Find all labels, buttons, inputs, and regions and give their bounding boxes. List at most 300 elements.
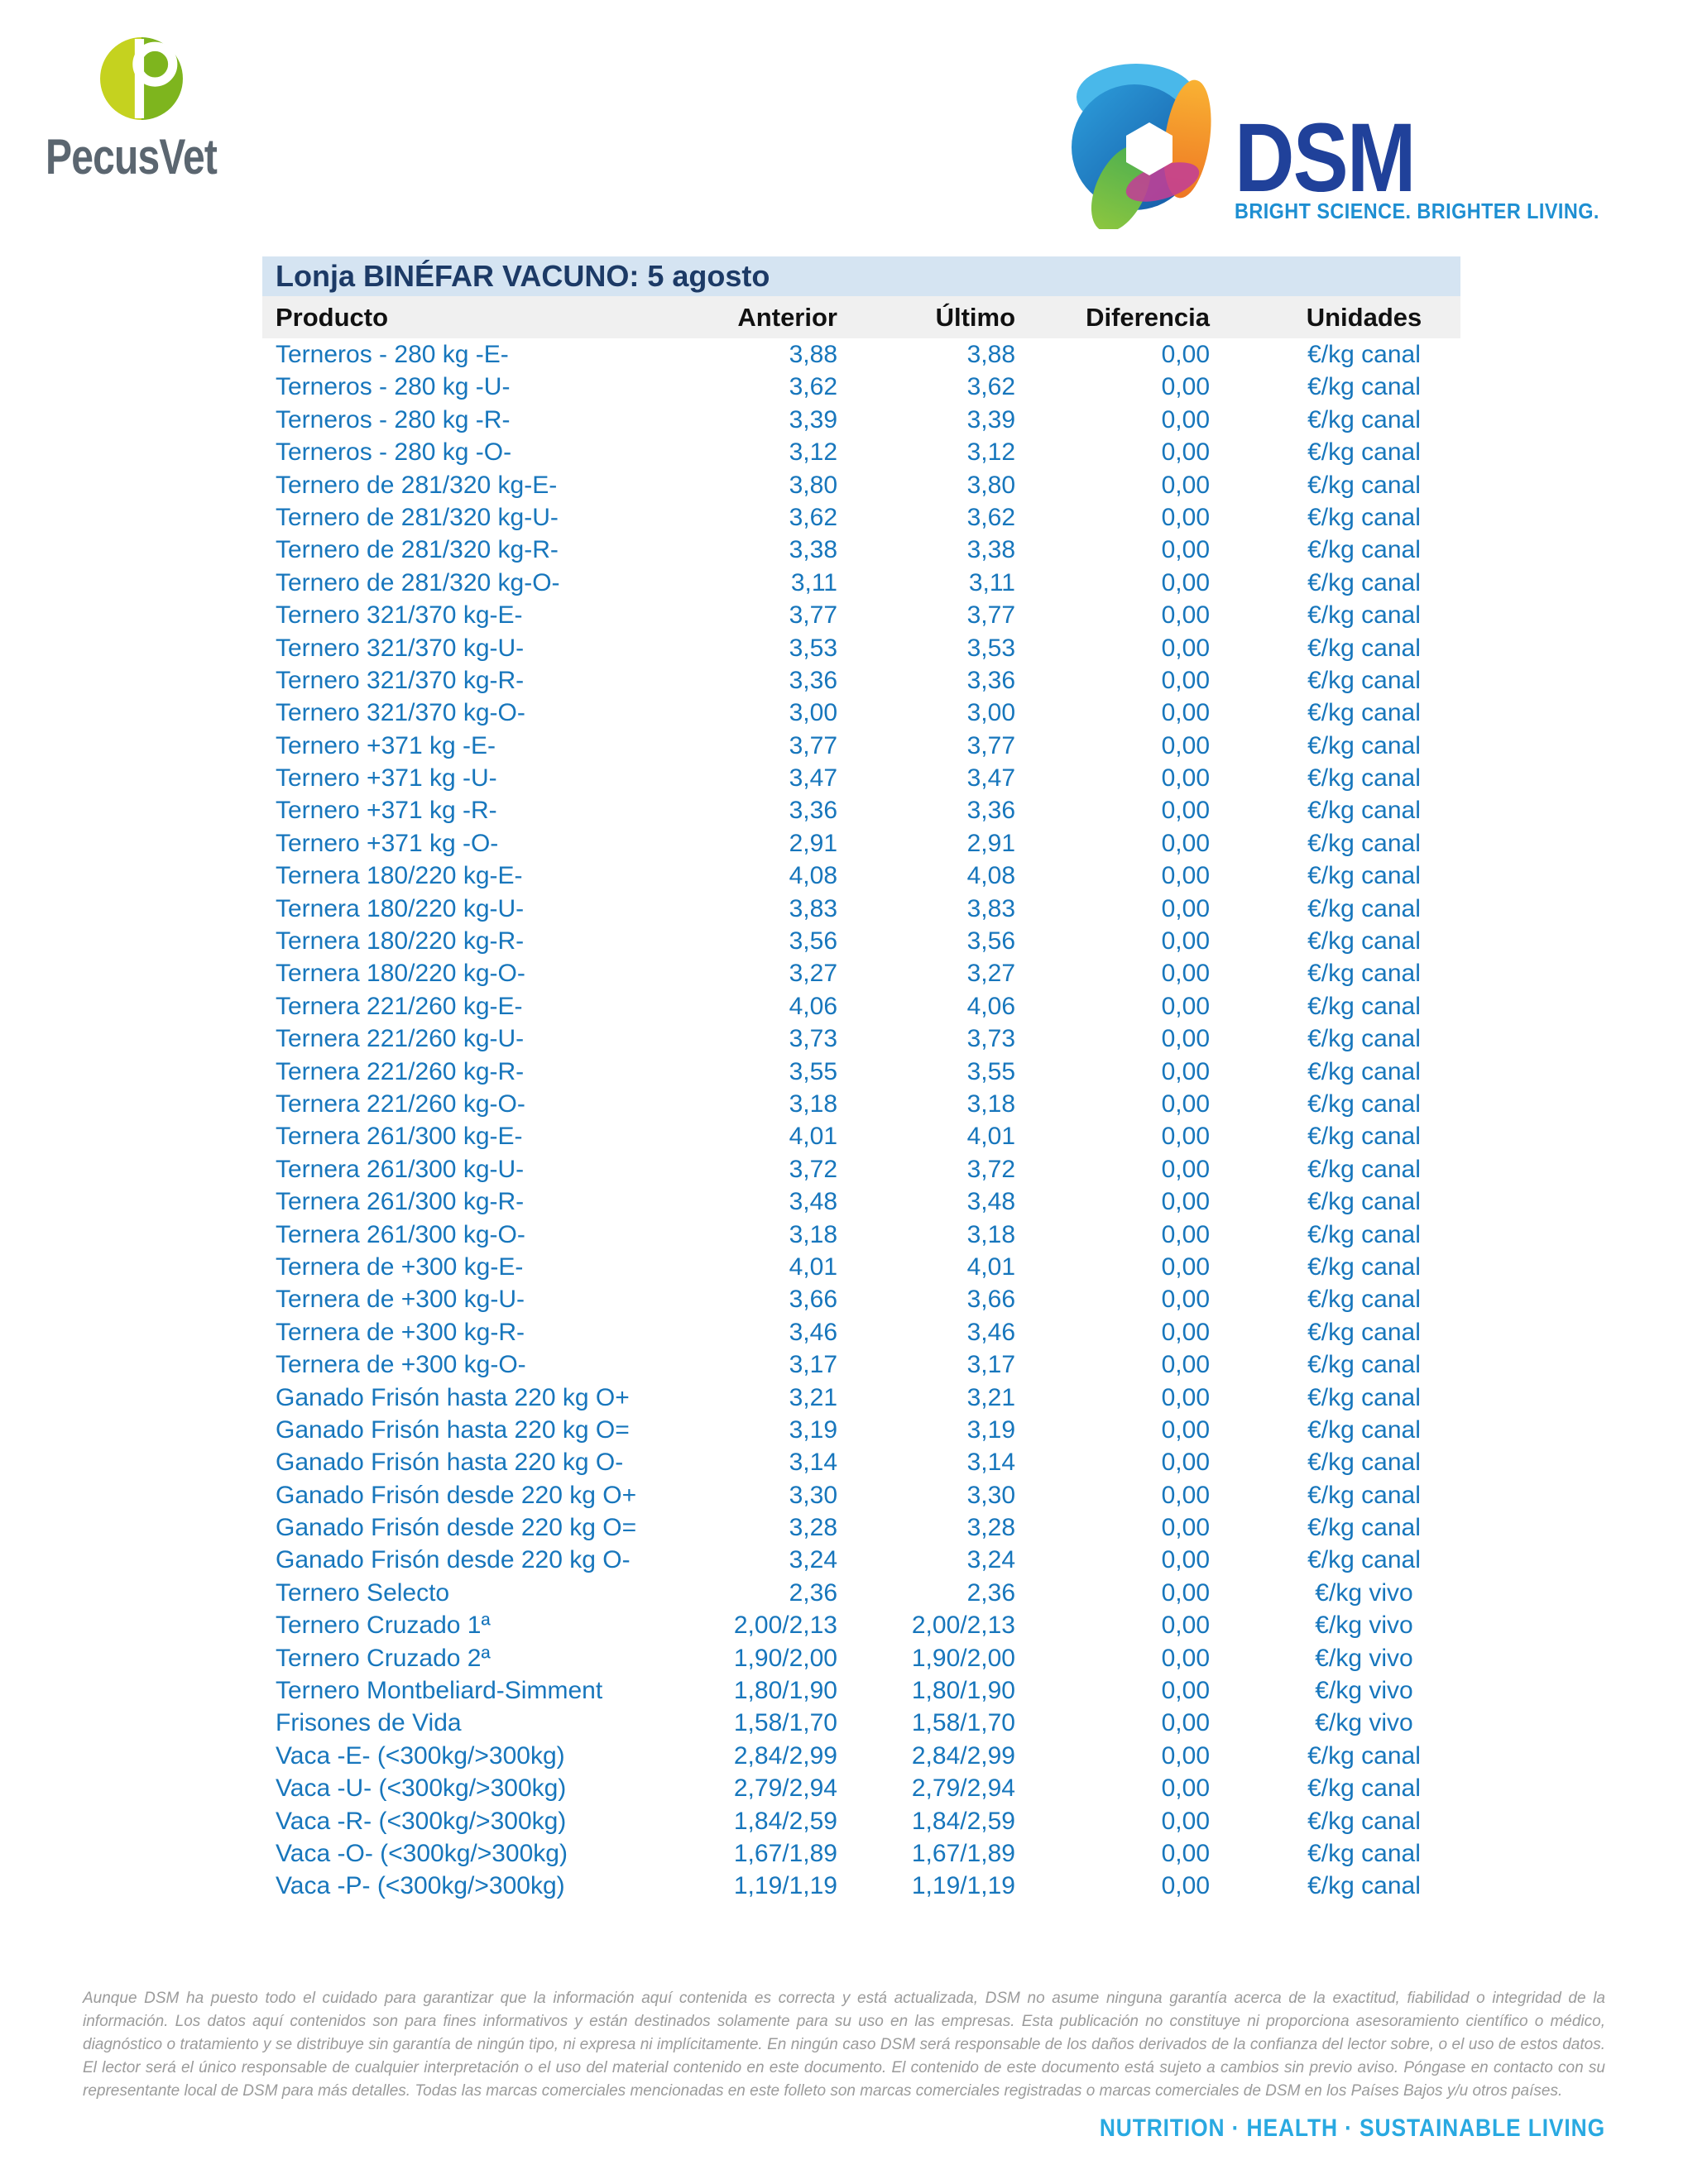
cell-ultimo: 3,48 [966,1188,1015,1216]
cell-unidades: €/kg canal [1307,829,1421,857]
cell-anterior: 1,67/1,89 [733,1839,837,1867]
table-row [262,1446,1460,1478]
cell-ultimo: 1,80/1,90 [911,1677,1015,1705]
cell-unidades: €/kg canal [1307,471,1421,499]
dsm-tagline: BRIGHT SCIENCE. BRIGHTER LIVING. [1235,199,1599,223]
table-row [262,1642,1460,1674]
table-row [262,534,1460,566]
cell-producto: Terneros - 280 kg -R- [276,405,511,433]
cell-producto: Ternera 221/260 kg-R- [276,1057,525,1085]
table-row [262,1772,1460,1804]
cell-anterior: 3,18 [789,1090,837,1118]
cell-ultimo: 3,47 [966,764,1015,793]
cell-anterior: 2,84/2,99 [733,1741,837,1770]
cell-unidades: €/kg canal [1307,1774,1421,1803]
cell-anterior: 1,80/1,90 [733,1677,837,1705]
table-row [262,1479,1460,1511]
cell-unidades: €/kg canal [1307,992,1421,1020]
cell-unidades: €/kg canal [1307,1839,1421,1867]
cell-ultimo: 3,62 [966,503,1015,531]
cell-ultimo: 2,36 [966,1578,1015,1607]
table-header-row [262,296,1460,338]
cell-anterior: 1,19/1,19 [733,1872,837,1900]
table-row [262,371,1460,403]
cell-anterior: 3,36 [789,797,837,825]
cell-producto: Ternero de 281/320 kg-U- [276,503,559,531]
cell-ultimo: 3,18 [966,1220,1015,1248]
table-row [262,632,1460,664]
column-header-unidades: Unidades [1306,303,1422,332]
cell-unidades: €/kg canal [1307,960,1421,988]
cell-unidades: €/kg canal [1307,1741,1421,1770]
cell-producto: Ternero de 281/320 kg-O- [276,568,560,596]
cell-anterior: 4,01 [789,1252,837,1281]
cell-unidades: €/kg vivo [1315,1612,1413,1640]
cell-producto: Frisones de Vida [276,1709,462,1737]
cell-diferencia: 0,00 [1161,1318,1210,1346]
cell-diferencia: 0,00 [1161,1057,1210,1085]
table-row [262,1414,1460,1446]
cell-producto: Ternero +371 kg -R- [276,797,497,825]
cell-diferencia: 0,00 [1161,862,1210,890]
table-row [262,893,1460,925]
table-row [262,1185,1460,1218]
cell-unidades: €/kg canal [1307,1252,1421,1281]
cell-diferencia: 0,00 [1161,960,1210,988]
cell-anterior: 3,73 [789,1025,837,1053]
cell-ultimo: 3,39 [966,405,1015,433]
cell-ultimo: 4,06 [966,992,1015,1020]
cell-producto: Ternera 180/220 kg-R- [276,927,525,956]
cell-producto: Ternero 321/370 kg-U- [276,634,525,662]
cell-producto: Vaca -U- (<300kg/>300kg) [276,1774,567,1803]
cell-diferencia: 0,00 [1161,1351,1210,1379]
cell-diferencia: 0,00 [1161,634,1210,662]
cell-diferencia: 0,00 [1161,1188,1210,1216]
cell-diferencia: 0,00 [1161,1090,1210,1118]
cell-unidades: €/kg canal [1307,568,1421,596]
table-row [262,860,1460,892]
cell-unidades: €/kg canal [1307,1449,1421,1477]
cell-producto: Ternera 180/220 kg-O- [276,960,525,988]
table-row [262,1316,1460,1348]
cell-unidades: €/kg canal [1307,601,1421,630]
cell-diferencia: 0,00 [1161,1807,1210,1835]
table-row [262,762,1460,794]
cell-anterior: 2,91 [789,829,837,857]
cell-anterior: 2,36 [789,1578,837,1607]
cell-producto: Ternero Selecto [276,1578,450,1607]
cell-anterior: 3,24 [789,1546,837,1574]
cell-producto: Ternera de +300 kg-R- [276,1318,525,1346]
cell-unidades: €/kg canal [1307,862,1421,890]
cell-unidades: €/kg canal [1307,536,1421,564]
table-row [262,1577,1460,1609]
cell-ultimo: 3,18 [966,1090,1015,1118]
cell-diferencia: 0,00 [1161,568,1210,596]
cell-producto: Ternera de +300 kg-U- [276,1286,525,1314]
cell-unidades: €/kg canal [1307,1123,1421,1151]
cell-ultimo: 3,62 [966,373,1015,401]
cell-ultimo: 4,08 [966,862,1015,890]
cell-anterior: 3,18 [789,1220,837,1248]
table-row [262,1674,1460,1707]
cell-anterior: 3,00 [789,699,837,727]
cell-producto: Ternero Cruzado 1ª [276,1612,491,1640]
cell-ultimo: 3,36 [966,666,1015,694]
table-row [262,1837,1460,1870]
cell-ultimo: 2,91 [966,829,1015,857]
table-row [262,1088,1460,1120]
cell-ultimo: 3,30 [966,1481,1015,1509]
cell-unidades: €/kg canal [1307,1383,1421,1411]
cell-producto: Ternero +371 kg -O- [276,829,499,857]
cell-diferencia: 0,00 [1161,1481,1210,1509]
cell-diferencia: 0,00 [1161,1123,1210,1151]
cell-anterior: 3,47 [789,764,837,793]
cell-unidades: €/kg canal [1307,699,1421,727]
table-row [262,338,1460,371]
cell-diferencia: 0,00 [1161,373,1210,401]
cell-producto: Terneros - 280 kg -E- [276,341,509,368]
cell-unidades: €/kg canal [1307,894,1421,922]
cell-ultimo: 2,00/2,13 [911,1612,1015,1640]
cell-unidades: €/kg canal [1307,1057,1421,1085]
table-row [262,664,1460,697]
cell-anterior: 3,11 [790,568,837,596]
cell-producto: Ganado Frisón hasta 220 kg O= [276,1415,630,1444]
cell-producto: Ternero +371 kg -E- [276,731,496,759]
cell-anterior: 3,83 [789,894,837,922]
cell-anterior: 3,77 [789,601,837,630]
cell-producto: Ternero 321/370 kg-R- [276,666,525,694]
cell-ultimo: 3,72 [966,1155,1015,1183]
dsm-logo-text: DSM [1235,103,1415,213]
column-header-anterior: Anterior [737,303,837,332]
cell-anterior: 3,80 [789,471,837,499]
table-row [262,501,1460,534]
cell-producto: Ternera 261/300 kg-E- [276,1123,523,1151]
cell-unidades: €/kg canal [1307,1481,1421,1509]
cell-diferencia: 0,00 [1161,829,1210,857]
cell-diferencia: 0,00 [1161,405,1210,433]
cell-ultimo: 3,46 [966,1318,1015,1346]
cell-producto: Vaca -P- (<300kg/>300kg) [276,1872,565,1900]
cell-diferencia: 0,00 [1161,1677,1210,1705]
cell-unidades: €/kg canal [1307,405,1421,433]
table-row [262,957,1460,989]
pecusvet-logo-icon [99,36,184,121]
cell-producto: Vaca -E- (<300kg/>300kg) [276,1741,565,1770]
cell-ultimo: 3,27 [966,960,1015,988]
cell-unidades: €/kg vivo [1315,1709,1413,1737]
price-table [262,256,1460,1903]
cell-unidades: €/kg canal [1307,1807,1421,1835]
table-row [262,697,1460,729]
column-header-ultimo: Último [935,303,1015,332]
cell-ultimo: 1,90/2,00 [911,1644,1015,1672]
cell-unidades: €/kg canal [1307,1318,1421,1346]
cell-diferencia: 0,00 [1161,1220,1210,1248]
cell-diferencia: 0,00 [1161,1612,1210,1640]
cell-anterior: 3,12 [789,438,837,467]
table-row [262,1805,1460,1837]
cell-anterior: 3,28 [789,1514,837,1542]
cell-producto: Ganado Frisón hasta 220 kg O- [276,1449,624,1477]
cell-producto: Ternera 180/220 kg-U- [276,894,525,922]
table-row [262,404,1460,436]
table-row [262,1740,1460,1772]
cell-anterior: 3,39 [789,405,837,433]
cell-diferencia: 0,00 [1161,992,1210,1020]
cell-producto: Ganado Frisón desde 220 kg O- [276,1546,631,1574]
cell-diferencia: 0,00 [1161,1578,1210,1607]
cell-producto: Ternero Montbeliard-Simment [276,1677,603,1705]
table-row [262,1609,1460,1641]
cell-diferencia: 0,00 [1161,1155,1210,1183]
dsm-logo-icon [1070,58,1222,229]
table-row [262,1707,1460,1739]
table-row [262,1544,1460,1576]
table-row [262,990,1460,1023]
table-row [262,599,1460,631]
cell-unidades: €/kg canal [1307,373,1421,401]
cell-producto: Ternera 261/300 kg-U- [276,1155,525,1183]
cell-producto: Ternera 261/300 kg-O- [276,1220,525,1248]
cell-ultimo: 1,67/1,89 [911,1839,1015,1867]
cell-diferencia: 0,00 [1161,341,1210,368]
column-header-diferencia: Diferencia [1086,303,1210,332]
cell-diferencia: 0,00 [1161,1383,1210,1411]
cell-producto: Ternera 180/220 kg-E- [276,862,523,890]
cell-unidades: €/kg canal [1307,1415,1421,1444]
cell-anterior: 2,00/2,13 [733,1612,837,1640]
table-row [262,1348,1460,1381]
cell-diferencia: 0,00 [1161,601,1210,630]
cell-producto: Ganado Frisón hasta 220 kg O+ [276,1383,630,1411]
cell-ultimo: 3,77 [966,731,1015,759]
cell-anterior: 3,72 [789,1155,837,1183]
cell-diferencia: 0,00 [1161,666,1210,694]
cell-producto: Ternero de 281/320 kg-R- [276,536,559,564]
cell-ultimo: 3,19 [966,1415,1015,1444]
cell-producto: Ternera 261/300 kg-R- [276,1188,525,1216]
cell-producto: Ternero Cruzado 2ª [276,1644,491,1672]
cell-ultimo: 3,88 [966,341,1015,368]
table-row [262,794,1460,826]
cell-producto: Ternero 321/370 kg-O- [276,699,525,727]
cell-anterior: 3,30 [789,1481,837,1509]
cell-anterior: 3,17 [789,1351,837,1379]
cell-ultimo: 3,24 [966,1546,1015,1574]
cell-anterior: 4,01 [789,1123,837,1151]
cell-diferencia: 0,00 [1161,471,1210,499]
cell-anterior: 3,46 [789,1318,837,1346]
cell-diferencia: 0,00 [1161,1415,1210,1444]
cell-anterior: 1,58/1,70 [733,1709,837,1737]
cell-producto: Ternera de +300 kg-E- [276,1252,524,1281]
table-row [262,1023,1460,1055]
cell-ultimo: 3,14 [966,1449,1015,1477]
disclaimer-text: Aunque DSM ha puesto todo el cuidado para garantizar que la información aquí contenida es correcta y está actualizada, DSM no asume ninguna garantía acerca de la exactitud, fiabilidad o integridad de la información. Los datos aquí contenidos son para fines informativos y están destinados solamente para su uso en las empresas. Esta publicación no constituye ni proporciona asesoramiento científico o médico, diagnóstico o tratamiento y se distribuye sin garantía de ningún tipo, ni expresa ni implícitamente. En ningún caso DSM será responsable de los daños derivados de la confianza del lector sobre, o el uso de estos datos. El lector será el único responsable de cualquier interpretación o el uso del material contenido en este documento. El contenido de este documento está sujeto a cambios sin previo aviso. Póngase en contacto con su representante local de DSM para más detalles. Todas las marcas comerciales mencionadas en este folleto son marcas comerciales registradas o marcas comerciales de DSM en los Países Bajos y/u otros países. [83,1990,1605,2100]
cell-unidades: €/kg vivo [1315,1677,1413,1705]
cell-ultimo: 3,56 [966,927,1015,956]
cell-unidades: €/kg canal [1307,1514,1421,1542]
cell-diferencia: 0,00 [1161,1709,1210,1737]
cell-anterior: 3,38 [789,536,837,564]
cell-ultimo: 3,77 [966,601,1015,630]
cell-anterior: 4,06 [789,992,837,1020]
cell-diferencia: 0,00 [1161,1644,1210,1672]
cell-ultimo: 3,83 [966,894,1015,922]
cell-producto: Ganado Frisón desde 220 kg O+ [276,1481,637,1509]
pecusvet-logo-text: PecusVet [46,129,218,184]
cell-producto: Vaca -R- (<300kg/>300kg) [276,1807,567,1835]
cell-diferencia: 0,00 [1161,1546,1210,1574]
cell-diferencia: 0,00 [1161,1741,1210,1770]
cell-unidades: €/kg canal [1307,503,1421,531]
cell-diferencia: 0,00 [1161,699,1210,727]
cell-diferencia: 0,00 [1161,438,1210,467]
table-row [262,730,1460,762]
cell-unidades: €/kg canal [1307,927,1421,956]
cell-ultimo: 3,55 [966,1057,1015,1085]
cell-anterior: 3,88 [789,341,837,368]
cell-unidades: €/kg canal [1307,666,1421,694]
cell-unidades: €/kg canal [1307,341,1421,368]
table-row [262,1056,1460,1088]
cell-diferencia: 0,00 [1161,1286,1210,1314]
cell-anterior: 1,90/2,00 [733,1644,837,1672]
cell-anterior: 3,77 [789,731,837,759]
table-title: Lonja BINÉFAR VACUNO: 5 agosto [262,256,1460,296]
cell-unidades: €/kg canal [1307,797,1421,825]
cell-unidades: €/kg canal [1307,1188,1421,1216]
cell-diferencia: 0,00 [1161,1252,1210,1281]
cell-anterior: 4,08 [789,862,837,890]
cell-producto: Terneros - 280 kg -O- [276,438,512,467]
cell-producto: Ternero de 281/320 kg-E- [276,471,558,499]
cell-ultimo: 4,01 [966,1252,1015,1281]
table-row [262,469,1460,501]
cell-diferencia: 0,00 [1161,731,1210,759]
table-row [262,436,1460,468]
cell-anterior: 3,62 [789,503,837,531]
cell-ultimo: 3,36 [966,797,1015,825]
cell-unidades: €/kg canal [1307,1286,1421,1314]
cell-anterior: 3,19 [789,1415,837,1444]
cell-anterior: 3,14 [789,1449,837,1477]
cell-anterior: 1,84/2,59 [733,1807,837,1835]
table-body [262,338,1460,1903]
cell-anterior: 3,55 [789,1057,837,1085]
cell-producto: Ternera 221/260 kg-O- [276,1090,525,1118]
cell-ultimo: 3,66 [966,1286,1015,1314]
cell-ultimo: 1,84/2,59 [911,1807,1015,1835]
cell-diferencia: 0,00 [1161,503,1210,531]
cell-anterior: 3,66 [789,1286,837,1314]
cell-anterior: 3,53 [789,634,837,662]
table-row [262,1511,1460,1544]
cell-producto: Ternera 221/260 kg-U- [276,1025,525,1053]
table-row [262,1153,1460,1185]
cell-anterior: 3,56 [789,927,837,956]
cell-unidades: €/kg canal [1307,1872,1421,1900]
cell-ultimo: 3,17 [966,1351,1015,1379]
table-row [262,1251,1460,1283]
cell-diferencia: 0,00 [1161,1449,1210,1477]
cell-diferencia: 0,00 [1161,797,1210,825]
cell-ultimo: 3,38 [966,536,1015,564]
cell-unidades: €/kg vivo [1315,1578,1413,1607]
cell-diferencia: 0,00 [1161,1872,1210,1900]
cell-anterior: 2,79/2,94 [733,1774,837,1803]
cell-unidades: €/kg canal [1307,438,1421,467]
cell-diferencia: 0,00 [1161,1774,1210,1803]
cell-ultimo: 3,28 [966,1514,1015,1542]
cell-ultimo: 1,19/1,19 [911,1872,1015,1900]
cell-anterior: 3,27 [789,960,837,988]
cell-ultimo: 3,21 [966,1383,1015,1411]
cell-ultimo: 4,01 [966,1123,1015,1151]
cell-producto: Ternera 221/260 kg-E- [276,992,523,1020]
table-row [262,1283,1460,1315]
table-row [262,1219,1460,1251]
table-row [262,1870,1460,1902]
cell-ultimo: 3,73 [966,1025,1015,1053]
cell-producto: Ternero 321/370 kg-E- [276,601,523,630]
cell-anterior: 3,62 [789,373,837,401]
cell-anterior: 3,21 [789,1383,837,1411]
table-row [262,1382,1460,1414]
cell-unidades: €/kg canal [1307,1090,1421,1118]
cell-ultimo: 3,11 [968,568,1015,596]
cell-producto: Ternera de +300 kg-O- [276,1351,526,1379]
cell-diferencia: 0,00 [1161,536,1210,564]
cell-unidades: €/kg canal [1307,1155,1421,1183]
cell-ultimo: 3,12 [966,438,1015,467]
cell-producto: Terneros - 280 kg -U- [276,373,511,401]
table-row [262,827,1460,860]
cell-unidades: €/kg canal [1307,1546,1421,1574]
cell-diferencia: 0,00 [1161,927,1210,956]
column-header-producto: Producto [276,303,389,332]
cell-unidades: €/kg canal [1307,1025,1421,1053]
cell-unidades: €/kg canal [1307,731,1421,759]
cell-producto: Ganado Frisón desde 220 kg O= [276,1514,637,1542]
cell-ultimo: 3,80 [966,471,1015,499]
cell-ultimo: 1,58/1,70 [911,1709,1015,1737]
cell-diferencia: 0,00 [1161,894,1210,922]
cell-unidades: €/kg vivo [1315,1644,1413,1672]
cell-ultimo: 2,79/2,94 [911,1774,1015,1803]
cell-ultimo: 3,00 [966,699,1015,727]
table-row [262,567,1460,599]
dsm-slogan: NUTRITION · HEALTH · SUSTAINABLE LIVING [1099,2115,1605,2142]
cell-unidades: €/kg canal [1307,764,1421,793]
cell-ultimo: 3,53 [966,634,1015,662]
cell-diferencia: 0,00 [1161,1839,1210,1867]
table-row [262,925,1460,957]
table-row [262,1120,1460,1152]
cell-diferencia: 0,00 [1161,1025,1210,1053]
cell-producto: Ternero +371 kg -U- [276,764,497,793]
cell-ultimo: 2,84/2,99 [911,1741,1015,1770]
cell-diferencia: 0,00 [1161,1514,1210,1542]
cell-producto: Vaca -O- (<300kg/>300kg) [276,1839,568,1867]
cell-anterior: 3,36 [789,666,837,694]
cell-diferencia: 0,00 [1161,764,1210,793]
